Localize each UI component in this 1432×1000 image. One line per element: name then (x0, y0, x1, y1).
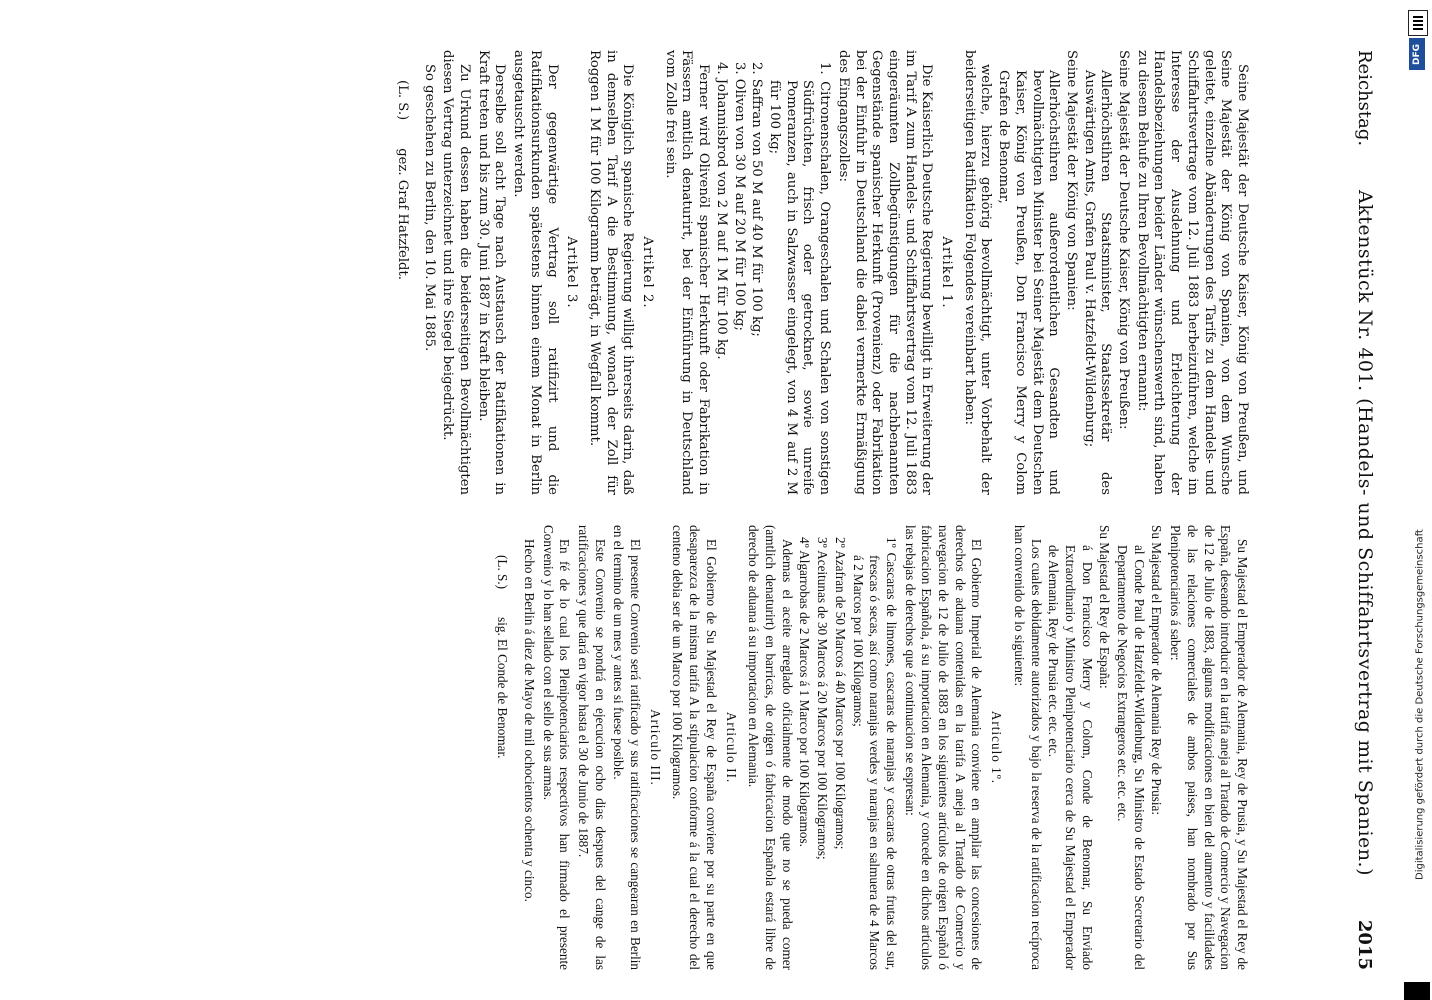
spanish-item-4: 4º Algarrobas de 2 Marcos á 1 Marco por 100 Kilogramos. (797, 537, 813, 847)
german-party-1: Seine Majestät der Deutsche Kaiser, König von Preußen: (1116, 50, 1132, 430)
german-article-2-text: Die Königlich spanische Regierung willigt ihrerseits darin, daß in demselben Tarif A die Bestimmung, wonach der Zoll für Roggen 1 M für 100 Kilogramm beträgt, in Wegfall kommt. (586, 50, 636, 495)
spanish-person-2: á Don Francisco Merry y Colom, Conde de Benomar, Su Enviado Extraordinario y Ministro Plenipotenciario cerca de Su Majestad el Emperador de Alemania, Rey de Prusia etc. etc. etc. (1046, 545, 1095, 970)
scan-marker-icon (1408, 10, 1428, 36)
spanish-article-1-title: Articulo 1º. (989, 710, 1005, 785)
header-title: Aktenstück Nr. 401. (Handels- und Schiffahrtsvertrag mit Spanien.) (1354, 189, 1376, 876)
spanish-article-2-text: El Gobierno de Su Majestad el Rey de España conviene por su parte en que desaparezca de la misma tarifa A la stipulacion conforme á la cual el derecho del centeno debia ser de un Marco por 100 Kilogramos. (670, 525, 719, 970)
page-number: 2015 (1354, 919, 1376, 970)
spanish-date: Hecho en Berlin á diez de Mayo de mil ochocientos ochenta y cinco. (521, 539, 537, 902)
german-signature (393, 50, 410, 495)
german-item-4: 4. Johannisbrod von 2 M auf 1 M für 100 kg. (713, 62, 729, 360)
spanish-signer: sig. El Conde de Benomar. (495, 617, 511, 759)
page-header (1330, 50, 1400, 970)
spanish-closing: En fé de lo cual los Plenipotenciarios respectivos han firmado el presente Convenio y lo han sellado con el sello de sus armas. (540, 525, 573, 970)
german-article-3-text: Der gegenwärtige Vertrag soll ratifizirt und die Ratifikationsurkunden spätestens binnen einem Monat in Berlin ausgetauscht werden. (511, 50, 560, 495)
spanish-article-1-text: El Gobierno Imperial de Alemania conviene en ampliar las concesiones de derechos de aduana contenidas en la tarifa A aneja al Tratado de Comercio y navegacion de 12 de Julio de 1883 en los siguientes artículos de origen Español ó fabricacion Española, á su importacion en Alemania, y concede en dichos artículos las rebajas de derechos que á continuacion se espresan: (902, 525, 985, 970)
german-article-1-title: Artikel 1. (939, 236, 955, 309)
spanish-article-3-title: Articulo III. (647, 709, 663, 786)
spanish-powers: Los cuales debidamente autorizados y bajo la reserva de la ratificacion recíproca han convenido de lo siguiente: (1011, 525, 1044, 970)
spanish-signature (493, 525, 510, 970)
spanish-seal: (L. S.) (495, 555, 511, 590)
german-article-1-tail: Ferner wird Olivenöl spanischer Herkunft oder Fabrikation in Fässern amtlich denaturirt, bei der Einführung in Deutschland vom Zolle frei sein. (662, 50, 712, 495)
german-item-2: 2. Saffran von 50 M auf 40 M für 100 kg; (749, 62, 765, 337)
german-date: So geschehen zu Berlin, den 10. Mai 1885. (421, 64, 437, 352)
german-article-1-text: Die Kaiserlich Deutsche Regierung bewilligt in Erweiterung der im Tarif A zum Handels- und Schiffahrtsvertrag vom 12. Juli 1883 eingeräumten Zollbegünstigungen für die nachbenannten Gegenstände spanischer Herkunft (Provenienz) oder Fabrikation bei der Einfuhr in Deutschland die dabei vermerkte Ermäßigung des Eingangszolles: (835, 50, 935, 495)
spanish-item-1: 1º Cascaras de limones, cascaras de naranjas y cascaras de otras frutas del sur, frescas ó secas, así como naranjas verdes y naranjas en salmuera de 4 Marcos á 2 Marcos por 100 Kilogramos; (850, 537, 899, 970)
spanish-article-2-title: Articulo II. (723, 711, 739, 784)
german-intro: Seine Majestät der Deutsche Kaiser, König von Preußen, und Seine Majestät der König von Spanien, von dem Wunsche geleitet, einzelne Abänderungen des Tarifs zu dem Handels- und Schiffahrtsvertrage vom 12. Juli 1883 herbeizuführen, welche im Interesse der Ausdehnung und Erleichterung der Handelsbeziehungen beider Länder wünschenswerth sind, haben zu diesem Behufe zu Ihren Bevollmächtigten ernannt: (1134, 50, 1250, 495)
german-person-1: Allerhöchstihren Staatsminister, Staatssekretär des Auswärtigen Amts, Grafen Paul v. Hatzfeldt-Wildenburg; (1081, 70, 1114, 495)
german-closing: Zu Urkund dessen haben die beiderseitigen Bevollmächtigten diesen Vertrag unterzeichnet und ihre Siegel beigedrückt. (440, 50, 473, 495)
spanish-article-3-text: El presente Convenio será ratificado y sus ratificaciones se cangearan en Berlin en el termino de un mes y antes si fuese posible. (611, 525, 644, 970)
digitization-note: Digitalisierung gefördert durch die Deutsche Forschungsgemeinschaft (1414, 529, 1426, 880)
german-article-3-title: Artikel 3. (564, 236, 580, 309)
german-column (393, 50, 1250, 495)
header-left: Reichstag. (1354, 50, 1376, 147)
german-signer: gez. Graf Hatzfeldt. (394, 148, 410, 280)
german-powers: welche, hierzu gehörig bevollmächtigt, unter Vorbehalt der beiderseitigen Ratifikation Folgendes vereinbart haben: (961, 50, 994, 495)
german-item-3: 3. Oliven von 30 M auf 20 M für 100 kg; (731, 62, 747, 331)
german-article-2-title: Artikel 2. (640, 236, 656, 309)
spanish-intro: Su Majestad el Emperador de Alemania, Rey de Prusia, y Su Majestad el Rey de España, deseando introducir en la tarifa aneja al Tratado de Comercio y Navegacion de 12 de Julio de 1883, algunas modificaciones en bien del aumento y facilidades de las relaciones comerciales de ambos paises, han nombrado por Sus Plenipotenciarios á saber: (1168, 525, 1250, 970)
corner-scan-block (1404, 982, 1430, 1000)
spanish-item-2: 2º Azafran de 50 Marcos á 40 Marcos por 100 Kilogramos; (832, 537, 848, 850)
german-seal: (L. S.) (394, 80, 410, 121)
german-party-2: Seine Majestät der König von Spanien: (1063, 50, 1079, 311)
spanish-party-2: Su Majestad el Rey de España: (1097, 525, 1113, 689)
spanish-article-1-tail: Ademas el aceite arreglado oficialmente de modo que no se pueda comer (amtlich denaturirt) en barricas, de origen ó fabricacion Española estará libre de derecho de aduana á su importacion en Alemania. (746, 525, 795, 970)
spanish-article-3-text-2: Este Convenio se pondrá en ejecucion ocho dias despues del cange de las ratificaciones y que dará en vigor hasta el 30 de Junio de 1887. (575, 525, 608, 970)
spanish-person-1: al Conde Paul de Hatzfeldt-Wildenburg, Su Ministro de Estado Secretario del Departamento de Negocios Extrangeros etc. etc. etc. (1115, 545, 1147, 970)
dfg-logo-icon: DFG (1409, 38, 1425, 70)
german-person-2: Allerhöchstihren außerordentlichen Gesandten und bevollmächtigten Minister bei Seiner Majestät dem Deutschen Kaiser, König von Preußen, Don Francisco Merry y Colom Grafen de Benomar, (996, 70, 1062, 495)
spanish-column (493, 525, 1250, 970)
spanish-party-1: Su Majestad el Emperador de Alemania Rey de Prusia: (1149, 525, 1165, 816)
german-article-3-text-2: Derselbe soll acht Tage nach Austausch der Ratifikationen in Kraft treten und bis zum 30. Juni 1887 in Kraft bleiben. (475, 50, 508, 495)
spanish-item-3: 3º Aceitunas de 30 Marcos á 20 Marcos por 100 Kilogramos; (815, 537, 831, 860)
german-item-1: 1. Citronenschalen, Orangeschalen und Schalen von sonstigen Südfrüchten, frisch oder getrocknet, sowie unreife Pomeranzen, auch in Salzwasser eingelegt, von 4 M auf 2 M für 100 kg; (767, 62, 833, 495)
